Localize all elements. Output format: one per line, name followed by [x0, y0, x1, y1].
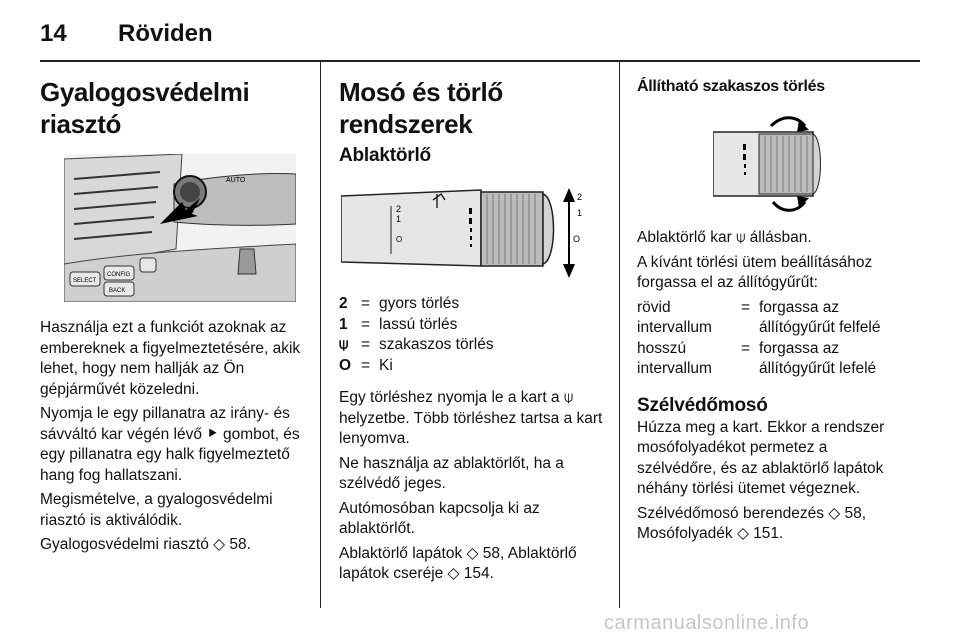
figure-label-1: AUTO [226, 177, 246, 184]
wiper-paragraph-4: Ablaktörlő lapátok ◇ 58, Ablaktörlő lapátok cseréje ◇ 154. [339, 544, 577, 582]
washer-wiper-heading: Mosó és törlő rendszerek [339, 77, 503, 139]
wiper-paragraph-1: Egy törléshez nyomja le a kart a ⍦ helyzetbe. Több törléshez tartsa a kart lenyomva. [339, 389, 603, 447]
left-column [40, 62, 304, 556]
interval-paragraph-1: Ablaktörlő kar ⍦ állásban. [637, 229, 812, 246]
wiper-stalk-figure [341, 184, 589, 280]
page-number: 14 [40, 20, 67, 47]
fig-pos-1: 1 [396, 214, 402, 224]
stalk-labels [226, 177, 246, 184]
pedestrian-alert-heading: Gyalogosvédelmi riasztó [40, 77, 250, 139]
middle-column [339, 62, 611, 585]
adjustable-interval-heading: Állítható szakaszos törlés [637, 78, 825, 95]
washer-paragraph-2: Szélvédőmosó berendezés ◇ 58, Mosófolyadék ◇ 151. [637, 504, 867, 542]
wiper-position-interval: ⍦ = szakaszos törlés [339, 336, 494, 353]
watermark: carmanualsonline.info [604, 612, 810, 634]
wiper-paragraph-2: Ne használja az ablaktörlőt, ha a szélvédő jeges. [339, 454, 564, 492]
fig-arrow-pos-off: O [573, 234, 581, 244]
back-button-label: BACK [109, 288, 126, 294]
interval-settings-list [637, 298, 909, 380]
wiper-subheading: Ablaktörlő [339, 145, 431, 166]
pedestrian-paragraph-3: Megismételve, a gyalogosvédelmi riasztó is aktiválódik. [40, 491, 273, 529]
wiper-position-fast: 2 = gyors törlés [339, 295, 460, 312]
pedestrian-alert-figure [64, 154, 296, 302]
column-divider-2 [619, 62, 620, 608]
interval-ring-figure [713, 112, 833, 216]
fig-pos-off: O [396, 235, 403, 244]
right-column [637, 62, 909, 545]
wiper-position-slow: 1 = lassú törlés [339, 315, 458, 333]
interval-paragraph-2: A kívánt törlési ütem beállításához forgassa el az állítógyűrűt: [637, 253, 873, 291]
interval-long: hosszú intervallum = forgassa az állítógyűrűt lefelé [637, 339, 877, 377]
config-button-label: CONFIG [107, 272, 131, 278]
wiper-paragraph-3: Autómosóban kapcsolja ki az ablaktörlőt. [339, 499, 540, 537]
pedestrian-paragraph-2: Nyomja le egy pillanatra az irány- és sávváltó kar végén lévő ⯈ gombot, és egy pillanatra egy halk figyelmeztető hang fog hallatszani. [40, 405, 300, 484]
section-title: Röviden [118, 20, 213, 47]
pedestrian-paragraph-4: Gyalogosvédelmi riasztó ◇ 58. [40, 536, 251, 553]
pedestrian-paragraph-1: Használja ezt a funkciót azoknak az embereknek a figyelmeztetésére, akik lehet, hogy nem hallják az Ön gépjárművét közeledni. [40, 319, 301, 398]
fig-arrow-pos-1: 1 [577, 208, 583, 218]
interval-short: rövid intervallum = forgassa az állítógyűrűt felfelé [637, 298, 881, 336]
column-divider-1 [320, 62, 321, 608]
windscreen-washer-heading: Szélvédőmosó [637, 394, 768, 416]
select-button-label: SELECT [73, 278, 97, 284]
fig-pos-2: 2 [396, 204, 402, 214]
wiper-positions-list [339, 294, 611, 376]
washer-paragraph-1: Húzza meg a kart. Ekkor a rendszer mosófolyadékot permetez a szélvédőre, és az ablaktörlő lapátok néhány törlési ütemet végeznek. [637, 418, 885, 497]
wiper-position-off: O = Ki [339, 356, 393, 374]
fig-arrow-pos-2: 2 [577, 192, 583, 202]
